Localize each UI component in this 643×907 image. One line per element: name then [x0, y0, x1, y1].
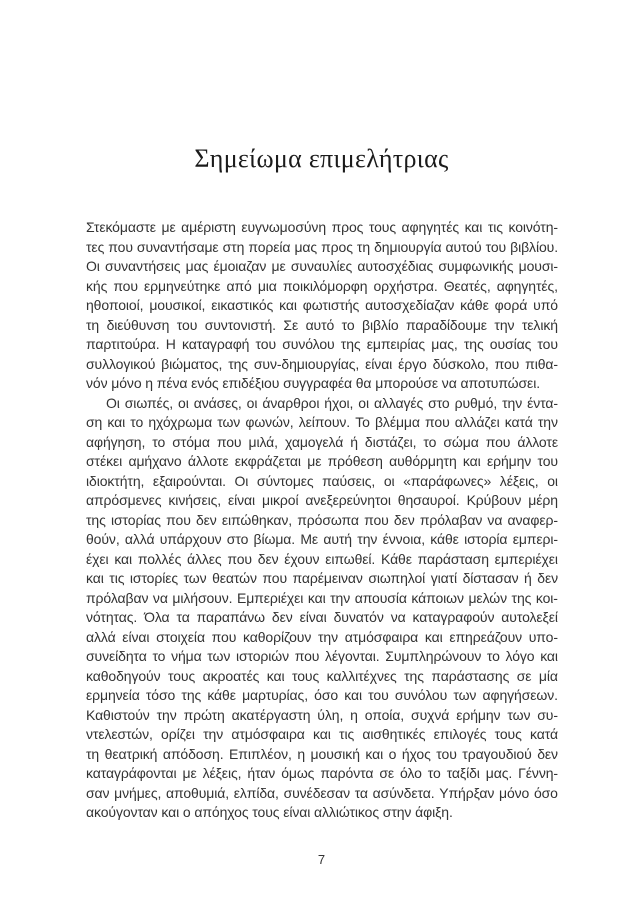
text-line: Καθιστούν την πρώτη ακατέργαστη ύλη, η οποία, συχνά ερήμην των συ-: [86, 706, 558, 723]
text-line: αφήγηση, το στόμα που μιλά, χαμογελά ή διστάζει, το σώμα που άλλοτε: [86, 433, 558, 450]
text-line: στέκει αμήχανο άλλοτε εκφράζεται με πρόθεση αυθόρμητη και ερήμην του: [86, 453, 558, 469]
text-line: έχει και πολλές άλλες που δεν έχουν ειπωθεί. Κάθε παράσταση εμπεριέχει: [86, 550, 558, 567]
text-line: κής που ερμηνεύτηκε από μια ποικιλόμορφη ορχήστρα. Θεατές, αφηγητές,: [86, 277, 558, 294]
text-line: Οι σιωπές, οι ανάσες, οι άναρθροι ήχοι, οι αλλαγές στο ρυθμό, την έντα-: [106, 394, 558, 411]
text-line: τη θεατρική απόδοση. Επιπλέον, η μουσική και ο ήχος του τραγουδιού δεν: [86, 745, 558, 762]
text-line: ιδιοκτήτη, εξαιρούνται. Οι σύντομες παύσεις, οι «παράφωνες» λέξεις, οι: [86, 472, 558, 489]
text-line: παρτιτούρα. Η καταγραφή του συνόλου της εμπειρίας μας, της ουσίας του: [86, 336, 558, 352]
text-line: συνείδητα το νήμα των ιστοριών που λέγονται. Συμπληρώνουν το λόγο και: [86, 648, 558, 664]
text-line: νόν μόνο η πένα ενός επιδέξιου συγγραφέα θα μπορούσε να αποτυπώσει.: [86, 375, 540, 391]
page-title: Σημείωμα επιμελήτριας: [194, 144, 449, 173]
text-line: νότητας. Όλα τα παραπάνω δεν είναι δυνατόν να καταγραφούν αυτολεξεί: [86, 609, 558, 625]
text-line: καθοδηγούν τους ακροατές και τους καλλιτέχνες της παράστασης σε μία: [86, 667, 558, 684]
text-line: Στεκόμαστε με αμέριστη ευγνωμοσύνη προς τους αφηγητές και τις κοινότη-: [86, 219, 558, 235]
text-line: θούν, αλλά υπάρχουν στο βίωμα. Με αυτή την έννοια, κάθε ιστορία εμπερι-: [86, 531, 558, 547]
text-line: ηθοποιοί, μουσικοί, εικαστικός και φωτιστής αυτοσχεδίαζαν κάθε φορά υπό: [86, 297, 558, 313]
body-text: [86, 218, 558, 823]
text-line: πρόλαβαν να μιλήσουν. Εμπεριέχει και την απουσία κάποιων μελών της κοι-: [86, 589, 558, 606]
text-line: απρόσμενες κινήσεις, είναι μικροί ανεξερεύνητοι θησαυροί. Κρύβουν μέρη: [86, 492, 558, 508]
text-line: καταγράφονται με λέξεις, ήταν όμως παρόντα σε όλο το ταξίδι μας. Γέννη-: [86, 765, 558, 781]
text-line: και τις ιστορίες των θεατών που παρέμειναν σιωπηλοί γιατί δίστασαν ή δεν: [86, 570, 558, 586]
text-line: τες που συναντήσαμε στη πορεία μας προς τη δημιουργία αυτού του βιβλίου.: [86, 238, 558, 255]
text-line: ντελεστών, ορίζει την ατμόσφαιρα και τις αισθητικές επιλογές τους κατά: [86, 726, 558, 742]
text-line: αλλά είναι στοιχεία που καθορίζουν την ατμόσφαιρα και επηρεάζουν υπο-: [86, 628, 558, 645]
text-line: Οι συναντήσεις μας έμοιαζαν με συναυλίες αυτοσχέδιας συμφωνικής μουσι-: [86, 258, 558, 274]
text-line: τη διεύθυνση του συντονιστή. Σε αυτό το βιβλίο παραδίδουμε την τελική: [86, 316, 558, 333]
text-line: ση και το ηχόχρωμα των φωνών, λείπουν. Το βλέμμα που αλλάζει κατά την: [86, 414, 558, 430]
text-line: συλλογικού βιώματος, της συν-δημιουργίας, είναι έργο δύσκολο, που πιθα-: [86, 355, 558, 372]
text-line: σαν μνήμες, αποθυμιά, ελπίδα, συνέδεσαν τα ασύνδετα. Υπήρξαν μόνο όσο: [86, 784, 558, 801]
text-line: ακούγονταν και ο απόηχος τους είναι αλλιώτικος στην άφιξη.: [86, 804, 453, 820]
page-number: 7: [317, 852, 326, 867]
text-line: της ιστορίας που δεν ειπώθηκαν, πρόσωπα που δεν πρόλαβαν να αναφερ-: [86, 511, 558, 528]
text-line: ερμηνεία τόσο της κάθε μαρτυρίας, όσο και του συνόλου των αφηγήσεων.: [86, 687, 558, 703]
